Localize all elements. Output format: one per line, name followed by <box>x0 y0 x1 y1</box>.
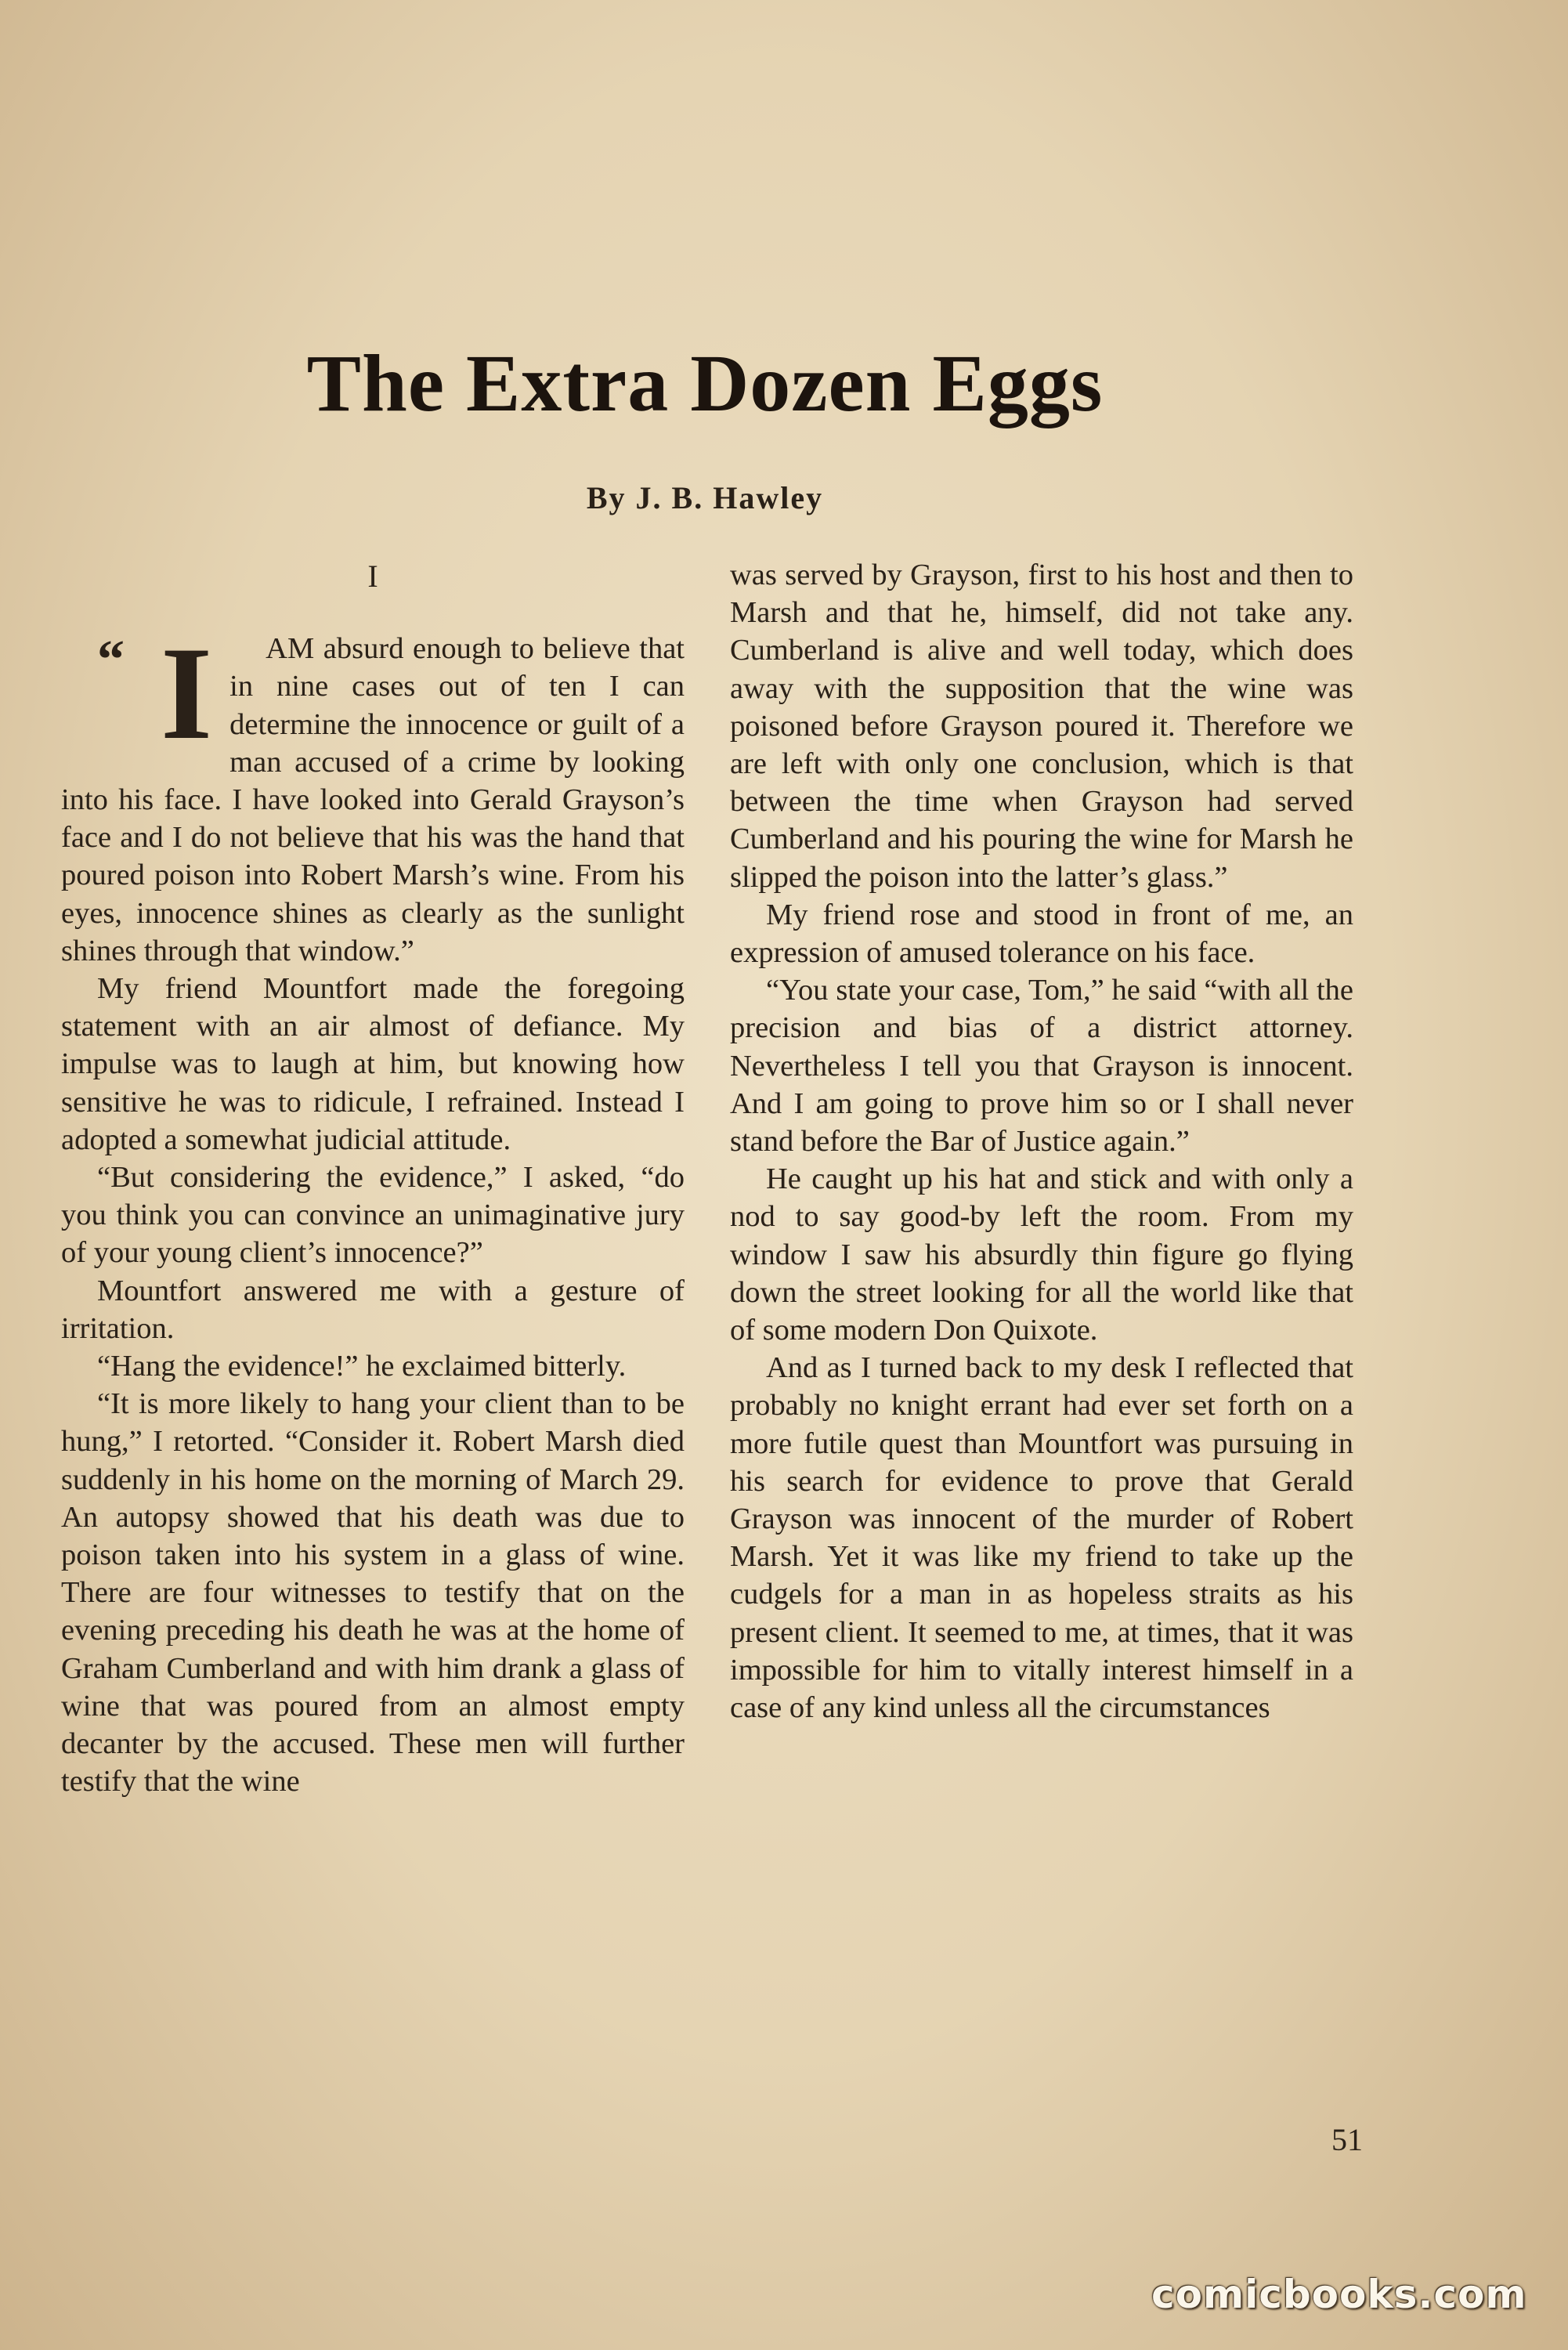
article-title: The Extra Dozen Eggs <box>306 338 1104 428</box>
paragraph: “You state your case, Tom,” he said “with all the precision and bias of a district attorney. Nevertheless I tell you that Grayson is innocent. And I am going to prove him so or I shall never stand before the Bar of Justice again.” <box>730 974 1353 1159</box>
page-number: 51 <box>1331 2122 1363 2157</box>
paragraph: My friend Mountfort made the foregoing statement with an air almost of defiance. My impulse was to laugh at him, but knowing how sensitive he was to ridicule, I refrained. Instead I adopted a somewhat judicial attitude. <box>61 972 685 1156</box>
paragraph: “Hang the evidence!” he exclaimed bitterly. <box>97 1350 627 1383</box>
section-numeral: I <box>367 559 378 594</box>
paragraph: My friend rose and stood in front of me, an expression of amused tolerance on his face. <box>730 898 1353 970</box>
paragraph-text: AM absurd enough to believe that in nine cases out of ten I can determine the innocence or guilt of a man accused of a crime by looking into his face. I have looked into Gerald Grayson’s face and I do not believe that his was the hand that poured poison into Robert Marsh’s wine. From his eyes, innocence shines as clearly as the sunlight shines through that window.” <box>61 632 685 967</box>
watermark: comicbooks.com <box>1151 2272 1527 2317</box>
paragraph: “But considering the evidence,” I asked, “do you think you can convince an unimaginative jury of your young client’s innocence?” <box>61 1161 685 1270</box>
article-byline: By J. B. Hawley <box>586 480 824 515</box>
paragraph: He caught up his hat and stick and with only a nod to say good-by left the room. From my window I saw his absurdly thin figure go flying down the street looking for all the world like that of some modern Don Quixote. <box>730 1162 1353 1347</box>
paragraph <box>61 620 685 970</box>
left-column <box>61 548 685 1801</box>
paragraph: And as I turned back to my desk I reflected that probably no knight errant had ever set forth on a more futile quest than Mountfort was pursuing in his search for evidence to prove that Gerald Grayson was innocent of the murder of Robert Marsh. Yet it was like my friend to take up the cudgels for a man in as hopeless straits as his present client. It seemed to me, at times, that it was impossible for him to vitally interest himself in a case of any kind unless all the circumstances <box>730 1351 1353 1725</box>
paragraph: Mountfort answered me with a gesture of irritation. <box>61 1274 685 1345</box>
right-column <box>730 556 1353 1726</box>
paragraph: “It is more likely to hang your client than to be hung,” I retorted. “Consider it. Robert Marsh died suddenly in his home on the morning of March 29. An autopsy showed that his death was due to poison taken into his system in a glass of wine. There are four witnesses to testify that on the evening preceding his death he was at the home of Graham Cumberland and with him drank a glass of wine that was poured from an almost empty decanter by the accused. These men will further testify that the wine <box>61 1387 685 1799</box>
drop-cap-letter: I <box>161 620 213 768</box>
paragraph: was served by Grayson, first to his host and then to Marsh and that he, himself, did not take any. Cumberland is alive and well today, which does away with the supposition that the wine was poisoned before Grayson poured it. Therefore we are left with only one conclusion, which is that between the time when Grayson had served Cumberland and his pouring the wine for Marsh he slipped the poison into the latter’s glass.” <box>730 559 1353 894</box>
drop-cap-quote: “ <box>97 630 125 691</box>
